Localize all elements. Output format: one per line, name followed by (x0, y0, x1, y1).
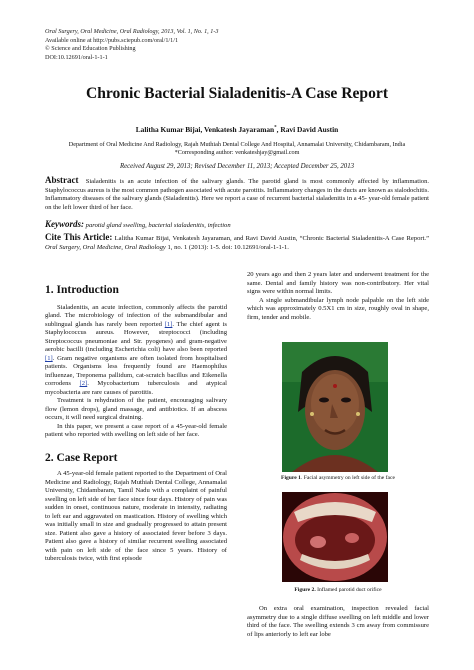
case-paragraph-1: A 45-year-old female patient reported to the Department of Oral Medicine and Radiology, Rajah Muthiah Dental College, Annamalai University, Chidambaram, Tamil Nadu with a complaint of painful swelling on left side of her face since four days. History of pain was sudden in onset, continuous nature, moderate in intensity, radiating to left ear and aggravated on mastication. History of swelling which was initially small in size and gradually progressed to attain present size. Patient also gave a history of associated fever before 3 days. Patient also gave a history of similar recurrent swelling associated with pain on left side of the face since 5 years. History of tuberculosis twice, with first episode (45, 470, 227, 562)
right-column-top (247, 271, 429, 322)
face-photo-icon (282, 342, 388, 472)
case-heading: 2. Case Report (45, 451, 118, 464)
received-dates: Received August 29, 2013; Revised December 11, 2013; Accepted December 25, 2013 (119, 163, 355, 170)
intro-text-a: Sialadenitis, an acute infection, commonly affects the parotid gland. The microbiology of infection of the submandibular and sublingual glands has rarely been reported (45, 303, 227, 328)
copyright-line: © Science and Education Publishing (45, 45, 136, 53)
figure-2-image (282, 492, 388, 582)
intro-paragraph-1 (45, 304, 227, 398)
paper-title: Chronic Bacterial Sialadenitis-A Case Report (85, 85, 389, 102)
oral-cavity-photo-icon (282, 492, 388, 582)
keywords-label: Keywords: (45, 219, 84, 229)
affiliation-line: Department of Oral Medicine And Radiology, Rajah Muthiah Dental College And Hospital, Annamalai University, Chidambaram, India (68, 141, 406, 148)
right-column-bottom (247, 605, 429, 639)
available-online-line[interactable]: Available online at http://pubs.sciepub.com/oral/1/1/1 (45, 36, 179, 44)
affiliation (40, 141, 434, 158)
authors-rest: , Ravi David Austin (276, 125, 339, 134)
abstract-label: Abstract (45, 175, 79, 185)
ref-link-2[interactable]: [1] (45, 354, 53, 362)
figure-2-caption (247, 587, 429, 593)
ref-link-1[interactable]: [1] (164, 320, 173, 328)
figure-2-label: Figure 2. (294, 587, 316, 593)
intro-paragraph-2: Treatment is rehydration of the patient, encouraging salivary flow (lemon drops), gland massage, and antibiotics. If an abscess occurs, it will need surgical draining. (45, 397, 227, 421)
abstract (45, 176, 429, 213)
authors-text: Lalitha Kumar Bijai, Venkatesh Jayaraman (135, 125, 275, 134)
figure-1-image (282, 342, 388, 472)
cite-label: Cite This Article: (45, 232, 113, 242)
keywords-text: parotid gland swelling, bacterial sialadenitis, infection (85, 222, 231, 229)
intro-text-b: . The chief agent is Staphylococcus aureus. However, streptococci (including Streptococcus pneumoniae and Str. pyogenes) and gram-negative aerobic bacilli (including Escherichia coli) have also been reported (45, 320, 227, 353)
figure-1-caption (247, 475, 429, 481)
right-paragraph-3: On extra oral examination, inspection revealed facial asymmetry due to a single diffuse swelling on left middle and lower third of the face. The swelling extends 3 cm away from commissure of lips anteriorly to left ear lobe (247, 605, 429, 638)
journal-header (45, 28, 219, 62)
right-paragraph-2: A single submandibular lymph node palpable on the left side which was approximately 0.5X1 cm in size, roughly oval in shape, firm, tender and mobile. (247, 296, 429, 321)
left-column (45, 286, 227, 564)
corresponding-star: * (274, 125, 277, 131)
doi-line[interactable]: DOI:10.12691/oral-1-1-1 (45, 53, 108, 61)
figure-1-label: Figure 1 (281, 475, 301, 481)
ref-link-3[interactable]: [2] (79, 380, 88, 387)
figure-2-caption-text: Inflamed parotid duct orifice (315, 587, 382, 593)
cite-journal: Oral Surgery, Oral Medicine, Oral Radiology (45, 243, 166, 251)
intro-text-d: . Mycobacterium tuberculosis and atypical mycobacteria are rare causes of parotitis. (45, 380, 227, 396)
abstract-text: Sialadenitis is an acute infection of the salivary glands. The parotid gland is most commonly affected by inflammation. Staphylococcus aureus is the most common pathogen associated with acute parotitis. Inflammatory changes in the ducts are known as sialodochitis. Inflammatory diseases of the salivary glands (Sialadenitis). Here we report a case of recurrent bacterial sialadenitis in a 45- year-old female patient on the left lower third of her face. (45, 178, 430, 212)
intro-text-c: . Gram negative organisms are often isolated from hospitalised patients. Organisms less frequently found are Haemophilus influenzae, Treponema pallidum, cat-scratch bacillus and Eikenella corrodens (45, 354, 227, 387)
figure-1-caption-text: . Facial asymmetry on left side of the face (300, 475, 395, 481)
cite-this-article (45, 233, 429, 253)
keywords (45, 220, 429, 230)
intro-paragraph-3: In this paper, we present a case report of a 45-year-old female patient who reported with swelling on left side of her face. (45, 422, 227, 438)
corresponding-email[interactable]: *Corresponding author: venkateshjay@gmail.com (174, 149, 300, 157)
cite-text-b: 1, no. 1 (2013): 1-5. doi: 10.12691/oral-1-1-1. (167, 243, 289, 251)
journal-line: Oral Surgery, Oral Medicine, Oral Radiology, 2013, Vol. 1, No. 1, 1-3 (45, 28, 219, 35)
cite-text-a: Lalitha Kumar Bijai, Venkatesh Jayaraman, and Ravi David Austin, “Chronic Bacterial Sialadenitis-A Case Report.” (114, 235, 430, 242)
intro-heading: 1. Introduction (45, 284, 119, 296)
author-list (0, 125, 474, 134)
right-paragraph-1: 20 years ago and then 2 years later and underwent treatment for the same. Dental and family history was non-contributory. Her vital signs were within normal limits. (247, 271, 429, 295)
